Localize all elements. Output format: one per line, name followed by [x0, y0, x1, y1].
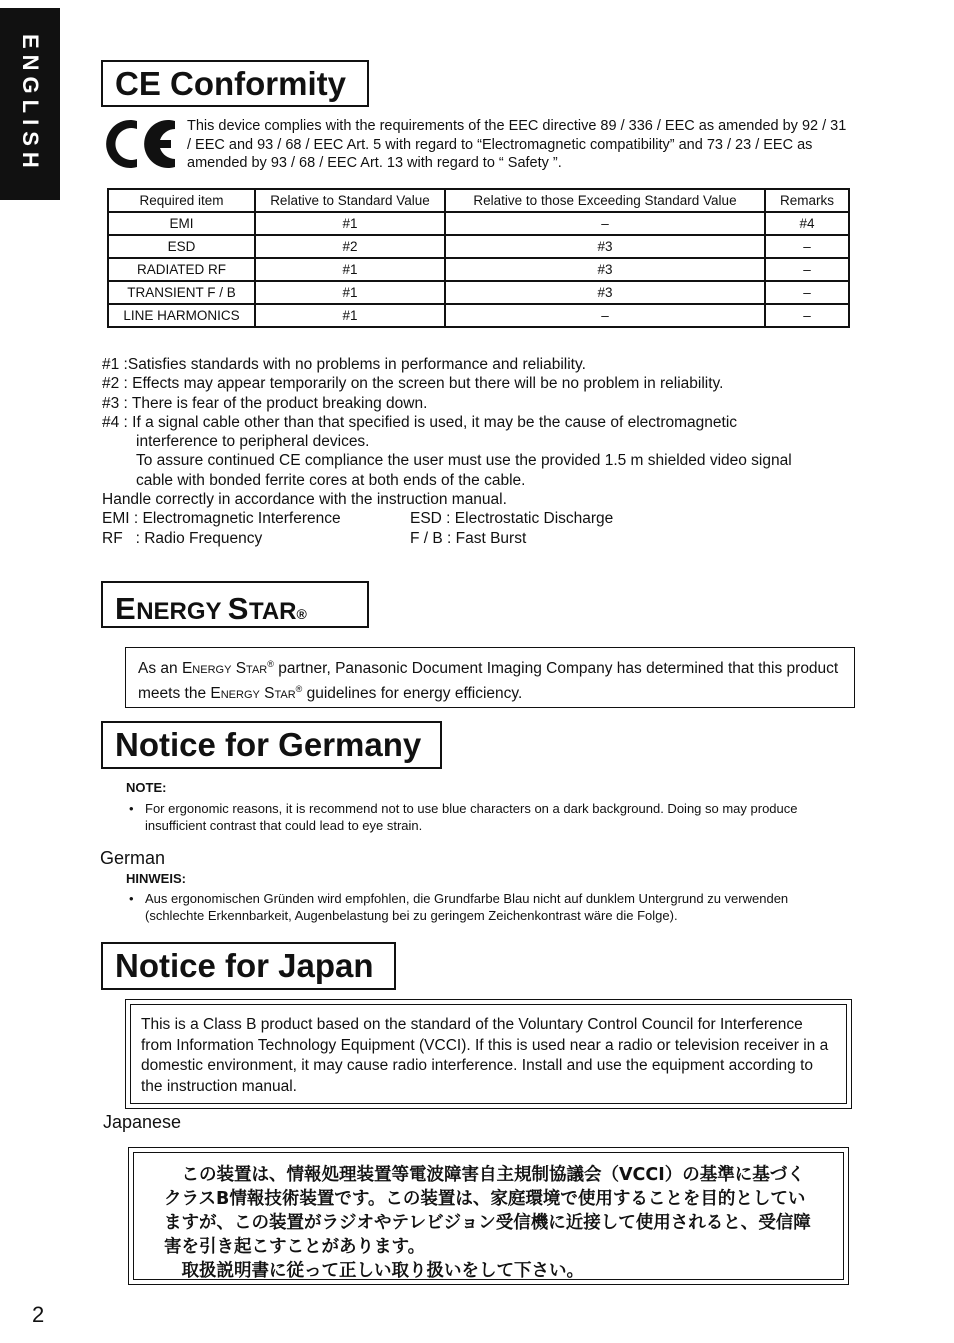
jp-paragraph-2: 取扱説明書に従って正しい取り扱いをして下さい。 [181, 1261, 584, 1281]
table-cell: #3 [445, 258, 765, 281]
vcci-english-box [125, 999, 852, 1109]
table-header-row [108, 189, 849, 212]
note-3: #3 : There is fear of the product breaking down. [102, 394, 428, 412]
energy-star-title-nergy: NERGY [136, 598, 228, 625]
ce-conformity-title: CE Conformity [115, 64, 346, 102]
ce-intro-text: This device complies with the requirements of the EEC directive 89 / 336 / EEC as amended by 92 / 31 / EEC and 93 / 68 / EEC Art. 5 with regard to “Electromagnetic compatibility” and 73 / 23 / EEC as amended by 93 / 68 / EEC Art. 13 with regard to “ Safety ”. [187, 118, 847, 171]
vcci-english-text: This is a Class B product based on the standard of the Voluntary Control Council for Interference from Information Technology Equipment (VCCI). If this is used near a radio or television receiver in a domestic environment, it may cause radio interference. Install and use the equipment according to the instruction manual. [130, 1004, 847, 1104]
japanese-label: Japanese [103, 1112, 182, 1132]
ce-requirements-table [107, 188, 850, 328]
table-row [108, 304, 849, 327]
energy-star-name: Energy Star [181, 660, 268, 678]
ce-notes [102, 355, 882, 548]
table-header-cell: Relative to those Exceeding Standard Value [445, 189, 765, 212]
table-cell: TRANSIENT F / B [108, 281, 255, 304]
note-4-cont: interference to peripheral devices. [136, 433, 370, 451]
japan-title: Notice for Japan [115, 947, 374, 984]
energy-star-title-s: S [227, 591, 249, 626]
note-bullet [129, 800, 849, 834]
table-cell: – [445, 212, 765, 235]
registered-mark: ® [267, 659, 274, 669]
handle-note: Handle correctly in accordance with the instruction manual. [102, 491, 507, 509]
table-cell: #1 [255, 212, 445, 235]
ce-mark-icon [103, 113, 183, 175]
table-cell: #1 [255, 304, 445, 327]
table-header-cell: Relative to Standard Value [255, 189, 445, 212]
table-cell: – [765, 235, 849, 258]
registered-mark: ® [296, 606, 307, 622]
page-number: 2 [32, 1302, 45, 1327]
table-cell: #4 [765, 212, 849, 235]
table-header-cell: Remarks [765, 189, 849, 212]
table-cell: #1 [255, 258, 445, 281]
energy-star-title-e: E [115, 591, 137, 626]
ce-conformity-heading [101, 60, 369, 107]
table-row [108, 258, 849, 281]
energy-star-title-tar: TAR [248, 598, 297, 625]
note-4-compliance-cont: cable with bonded ferrite cores at both ends of the cable. [136, 471, 526, 489]
note-4: #4 : If a signal cable other than that specified is used, it may be the cause of electromagnetic [102, 413, 738, 431]
abbreviations-row [102, 509, 882, 528]
table-row [108, 235, 849, 258]
energy-body-end: guidelines for energy efficiency. [302, 685, 523, 703]
abbr-esd: ESD : Electrostatic Discharge [410, 510, 614, 528]
table-cell: RADIATED RF [108, 258, 255, 281]
note-4-compliance: To assure continued CE compliance the user must use the provided 1.5 m shielded video signal [136, 452, 792, 470]
hinweis-text: Aus ergonomischen Gründen wird empfohlen, die Grundfarbe Blau nicht auf dunklem Untergrund zu verwenden (schlechte Erkennbarkeit, Augenbelastung bei zu geringem Zeichenkontrast wäre die Folge). [145, 891, 789, 923]
table-cell: #3 [445, 235, 765, 258]
note-label: NOTE: [126, 780, 167, 795]
table-cell: #3 [445, 281, 765, 304]
note-2: #2 : Effects may appear temporarily on the screen but there will be no problem in reliability. [102, 375, 724, 393]
vcci-japanese-box [128, 1147, 849, 1285]
table-cell: LINE HARMONICS [108, 304, 255, 327]
note-text: For ergonomic reasons, it is recommend not to use blue characters on a dark background. Doing so may produce insufficient contrast that could lead to eye strain. [145, 801, 798, 833]
german-label: German [100, 848, 166, 868]
note-1: #1 :Satisfies standards with no problems in performance and reliability. [102, 356, 586, 373]
abbr-rf: RF : Radio Frequency [102, 529, 263, 547]
energy-star-heading [101, 581, 369, 628]
registered-mark: ® [295, 684, 303, 695]
table-cell: – [445, 304, 765, 327]
table-cell: – [765, 304, 849, 327]
hinweis-bullet [129, 890, 849, 924]
table-row [108, 212, 849, 235]
energy-star-name: Energy Star [210, 685, 296, 703]
table-row [108, 281, 849, 304]
energy-star-statement [125, 647, 855, 708]
germany-title: Notice for Germany [115, 726, 422, 763]
vcci-japanese-text [133, 1152, 844, 1280]
bullet-icon: • [129, 891, 134, 906]
table-cell: ESD [108, 235, 255, 258]
table-cell: #1 [255, 281, 445, 304]
bullet-icon: • [129, 801, 134, 816]
abbr-emi: EMI : Electromagnetic Interference [102, 510, 341, 528]
table-cell: – [765, 258, 849, 281]
table-cell: EMI [108, 212, 255, 235]
jp-paragraph-1: この装置は、情報処理装置等電波障害自主規制協議会（VCCI）の基準に基づくクラスB情報技術装置です。この装置は、家庭環境で使用することを目的としていますが、この装置がラジオやテレビジョン受信機に近接して使用されると、受信障害を引き起こすことがあります。 [164, 1165, 811, 1257]
abbreviations-row [102, 529, 882, 548]
table-header-cell: Required item [108, 189, 255, 212]
energy-body-start: As an [138, 660, 182, 678]
abbr-fb: F / B : Fast Burst [410, 529, 527, 547]
table-cell: – [765, 281, 849, 304]
japan-heading [101, 942, 396, 990]
language-side-tab [0, 8, 60, 200]
table-cell: #2 [255, 235, 445, 258]
germany-heading [101, 721, 442, 769]
side-tab-label: ENGLISH [18, 34, 43, 174]
hinweis-label: HINWEIS: [126, 871, 186, 886]
energy-body-middle: partner, Panasonic Document Imaging Company has determined that this product meets the [138, 660, 843, 703]
